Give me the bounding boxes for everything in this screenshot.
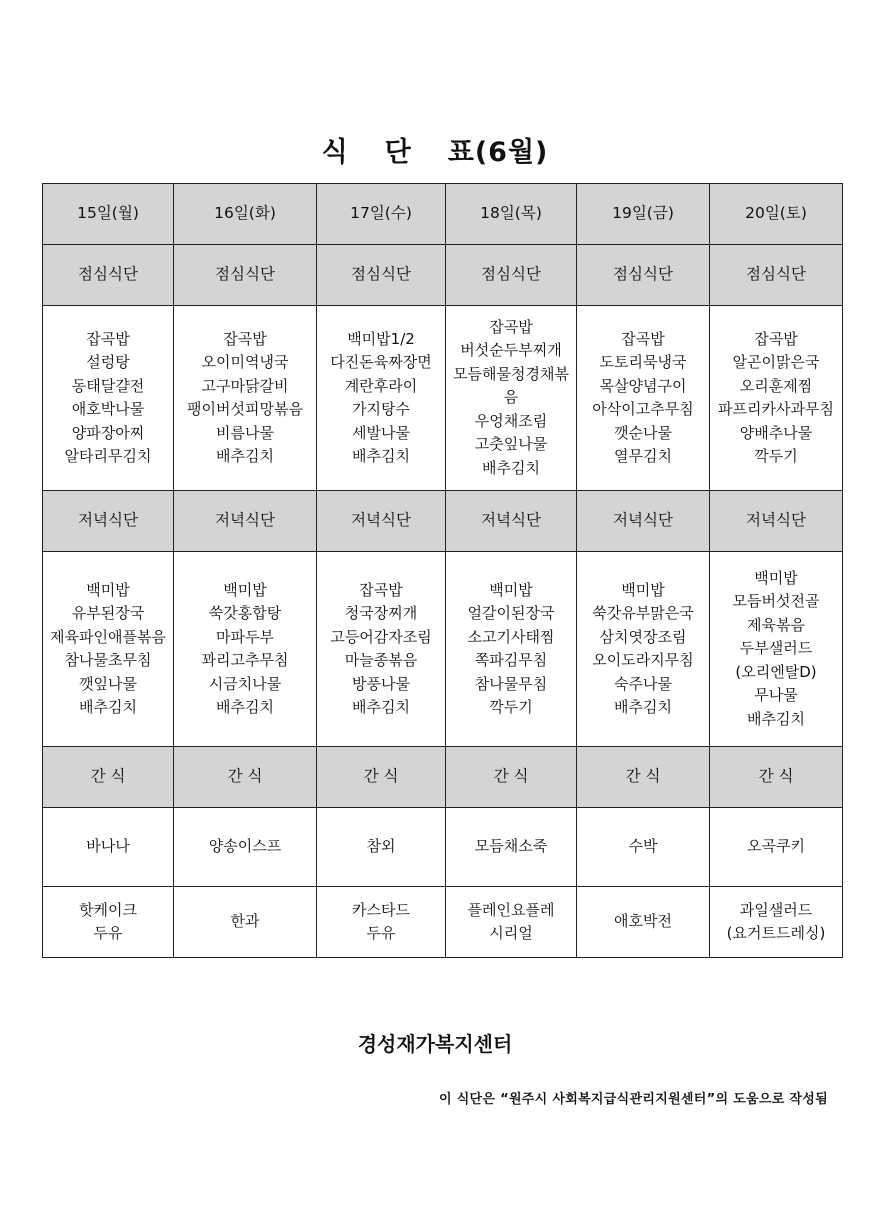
menu-item: 도토리묵냉국	[599, 353, 687, 371]
footer-note: 이 식단은 “원주시 사회복지급식관리지원센터”의 도움으로 작성됨	[439, 1092, 828, 1107]
menu-item: 우엉채조림	[474, 411, 548, 430]
menu-item: 배추김치	[216, 698, 274, 716]
menu-item: 배추김치	[614, 698, 672, 716]
menu-item: 양배추나물	[739, 423, 813, 442]
snack-label: 간 식	[577, 747, 710, 808]
menu-item: 잡곡밥	[359, 580, 403, 599]
center-name: 경성재가복지센터	[357, 1032, 513, 1056]
day-header: 20일(토)	[710, 184, 843, 245]
menu-item: 배추김치	[352, 447, 410, 465]
lunch-cell	[577, 306, 710, 491]
snack-cell	[317, 887, 446, 958]
menu-table	[42, 183, 843, 958]
dinner-cell	[43, 552, 174, 747]
menu-item: 삼치엿장조림	[599, 627, 687, 646]
menu-item: 두부샐러드	[739, 639, 813, 658]
lunch-label: 점심식단	[710, 245, 843, 306]
menu-item: 소고기사태찜	[467, 627, 555, 646]
day-header: 19일(금)	[577, 184, 710, 245]
menu-item: 배추김치	[216, 447, 274, 465]
menu-item: 마늘종볶음	[344, 651, 418, 669]
dinner-cell	[577, 552, 710, 747]
lunch-cell	[317, 306, 446, 491]
menu-item: 깍두기	[754, 447, 798, 465]
dinner-cell	[317, 552, 446, 747]
menu-item: (요거트드레싱)	[726, 924, 826, 942]
menu-item: 제육볶음	[747, 615, 805, 634]
menu-item: 백미밥	[86, 580, 130, 599]
menu-item: 오리훈제찜	[739, 376, 813, 395]
title-part-2: 단	[384, 137, 412, 168]
dinner-label: 저녁식단	[710, 491, 843, 552]
menu-item: 잡곡밥	[489, 317, 533, 336]
menu-item: 얼갈이된장국	[467, 604, 555, 622]
menu-item: (오리엔탈D)	[735, 662, 817, 681]
snack-cell: 바나나	[43, 808, 174, 887]
menu-item: 고춧잎나물	[474, 435, 548, 454]
menu-item: 참나물무침	[474, 674, 548, 693]
snack-label: 간 식	[710, 747, 843, 808]
lunch-cell	[43, 306, 174, 491]
menu-item: 두유	[366, 924, 396, 942]
menu-item: 세발나물	[352, 423, 410, 442]
menu-item: 파프리카사과무침	[718, 400, 834, 418]
menu-item: 애호박전	[614, 912, 672, 931]
snack-cell: 수박	[577, 808, 710, 887]
lunch-label: 점심식단	[577, 245, 710, 306]
lunch-menu-row	[43, 306, 843, 491]
menu-item: 백미밥	[621, 580, 665, 599]
menu-item: 다진돈육짜장면	[330, 353, 432, 371]
lunch-label: 점심식단	[43, 245, 174, 306]
menu-item: 마파두부	[216, 627, 274, 646]
snack-cell	[710, 887, 843, 958]
menu-item: 유부된장국	[71, 604, 145, 622]
snack-cell	[174, 887, 317, 958]
lunch-label-row	[43, 245, 843, 306]
snack-cell	[43, 887, 174, 958]
snack-cell	[446, 887, 577, 958]
menu-item: 꽈리고추무침	[201, 651, 289, 669]
page-title	[0, 130, 870, 169]
snack-cell: 참외	[317, 808, 446, 887]
menu-item: 제육파인애플볶음	[50, 627, 166, 646]
snack-row-1	[43, 808, 843, 887]
menu-item: 핫케이크	[79, 900, 137, 919]
menu-item: 무나물	[754, 686, 798, 705]
snack-label-row	[43, 747, 843, 808]
lunch-cell	[174, 306, 317, 491]
snack-cell: 양송이스프	[174, 808, 317, 887]
dinner-label: 저녁식단	[446, 491, 577, 552]
menu-item: 두유	[93, 924, 123, 942]
day-header: 16일(화)	[174, 184, 317, 245]
dinner-label: 저녁식단	[577, 491, 710, 552]
day-header-row	[43, 184, 843, 245]
menu-item: 잡곡밥	[754, 329, 798, 348]
menu-item: 잡곡밥	[223, 329, 267, 348]
title-part-1: 식	[321, 137, 349, 168]
menu-item: 모듬해물청경채볶음	[453, 364, 569, 407]
menu-item: 오이도라지무침	[592, 651, 694, 669]
menu-item: 한과	[230, 912, 260, 931]
menu-item: 플레인요플레	[467, 900, 555, 919]
menu-item: 쑥갓유부맑은국	[592, 604, 694, 622]
menu-item: 배추김치	[747, 709, 805, 728]
menu-item: 백미밥	[754, 568, 798, 587]
menu-item: 팽이버섯피망볶음	[187, 400, 303, 418]
menu-item: 깍두기	[489, 698, 533, 716]
menu-item: 백미밥	[223, 580, 267, 599]
menu-item: 애호박나물	[71, 400, 145, 418]
menu-item: 계란후라이	[344, 376, 418, 395]
menu-item: 알타리무김치	[64, 447, 152, 465]
lunch-cell	[446, 306, 577, 491]
menu-item: 비름나물	[216, 423, 274, 442]
menu-item: 양파장아찌	[71, 423, 145, 442]
menu-item: 카스타드	[352, 900, 410, 919]
dinner-menu-row	[43, 552, 843, 747]
snack-row-2	[43, 887, 843, 958]
day-header: 15일(월)	[43, 184, 174, 245]
lunch-label: 점심식단	[174, 245, 317, 306]
snack-label: 간 식	[43, 747, 174, 808]
dinner-label: 저녁식단	[174, 491, 317, 552]
title-part-3: 표(6월)	[447, 137, 549, 168]
snack-cell: 오곡쿠키	[710, 808, 843, 887]
dinner-label: 저녁식단	[317, 491, 446, 552]
menu-item: 배추김치	[352, 698, 410, 716]
dinner-label-row	[43, 491, 843, 552]
menu-item: 잡곡밥	[621, 329, 665, 348]
menu-item: 깻순나물	[614, 423, 672, 442]
lunch-cell	[710, 306, 843, 491]
menu-item: 숙주나물	[614, 674, 672, 693]
snack-cell	[577, 887, 710, 958]
menu-item: 시리얼	[489, 924, 533, 942]
menu-item: 동태달걀전	[71, 376, 145, 395]
menu-item: 목살양념구이	[599, 376, 687, 395]
snack-label: 간 식	[446, 747, 577, 808]
menu-item: 쑥갓홍합탕	[208, 604, 282, 622]
dinner-cell	[174, 552, 317, 747]
dinner-label: 저녁식단	[43, 491, 174, 552]
menu-item: 열무김치	[614, 447, 672, 465]
snack-cell: 모듬채소죽	[446, 808, 577, 887]
menu-item: 잡곡밥	[86, 329, 130, 348]
menu-item: 배추김치	[482, 458, 540, 477]
menu-item: 시금치나물	[208, 674, 282, 693]
day-header: 18일(목)	[446, 184, 577, 245]
menu-item: 쪽파김무침	[474, 651, 548, 669]
menu-item: 청국장찌개	[344, 604, 418, 622]
menu-item: 가지탕수	[352, 400, 410, 418]
snack-label: 간 식	[317, 747, 446, 808]
menu-item: 모듬버섯전골	[732, 592, 820, 611]
day-header: 17일(수)	[317, 184, 446, 245]
menu-item: 고구마닭갈비	[201, 376, 289, 395]
menu-item: 알곤이맑은국	[732, 353, 820, 371]
menu-item: 백미밥	[489, 580, 533, 599]
lunch-label: 점심식단	[317, 245, 446, 306]
menu-item: 버섯순두부찌개	[460, 341, 562, 360]
lunch-label: 점심식단	[446, 245, 577, 306]
menu-item: 방풍나물	[352, 674, 410, 693]
menu-item: 배추김치	[79, 698, 137, 716]
dinner-cell	[710, 552, 843, 747]
menu-item: 고등어감자조림	[330, 627, 432, 646]
dinner-cell	[446, 552, 577, 747]
menu-item: 아삭이고추무침	[592, 400, 694, 418]
menu-item: 깻잎나물	[79, 674, 137, 693]
menu-item: 참나물초무침	[64, 651, 152, 669]
menu-item: 백미밥1/2	[347, 329, 415, 348]
menu-item: 오이미역냉국	[201, 353, 289, 371]
menu-item: 설렁탕	[86, 353, 130, 371]
snack-label: 간 식	[174, 747, 317, 808]
menu-item: 과일샐러드	[739, 900, 813, 919]
